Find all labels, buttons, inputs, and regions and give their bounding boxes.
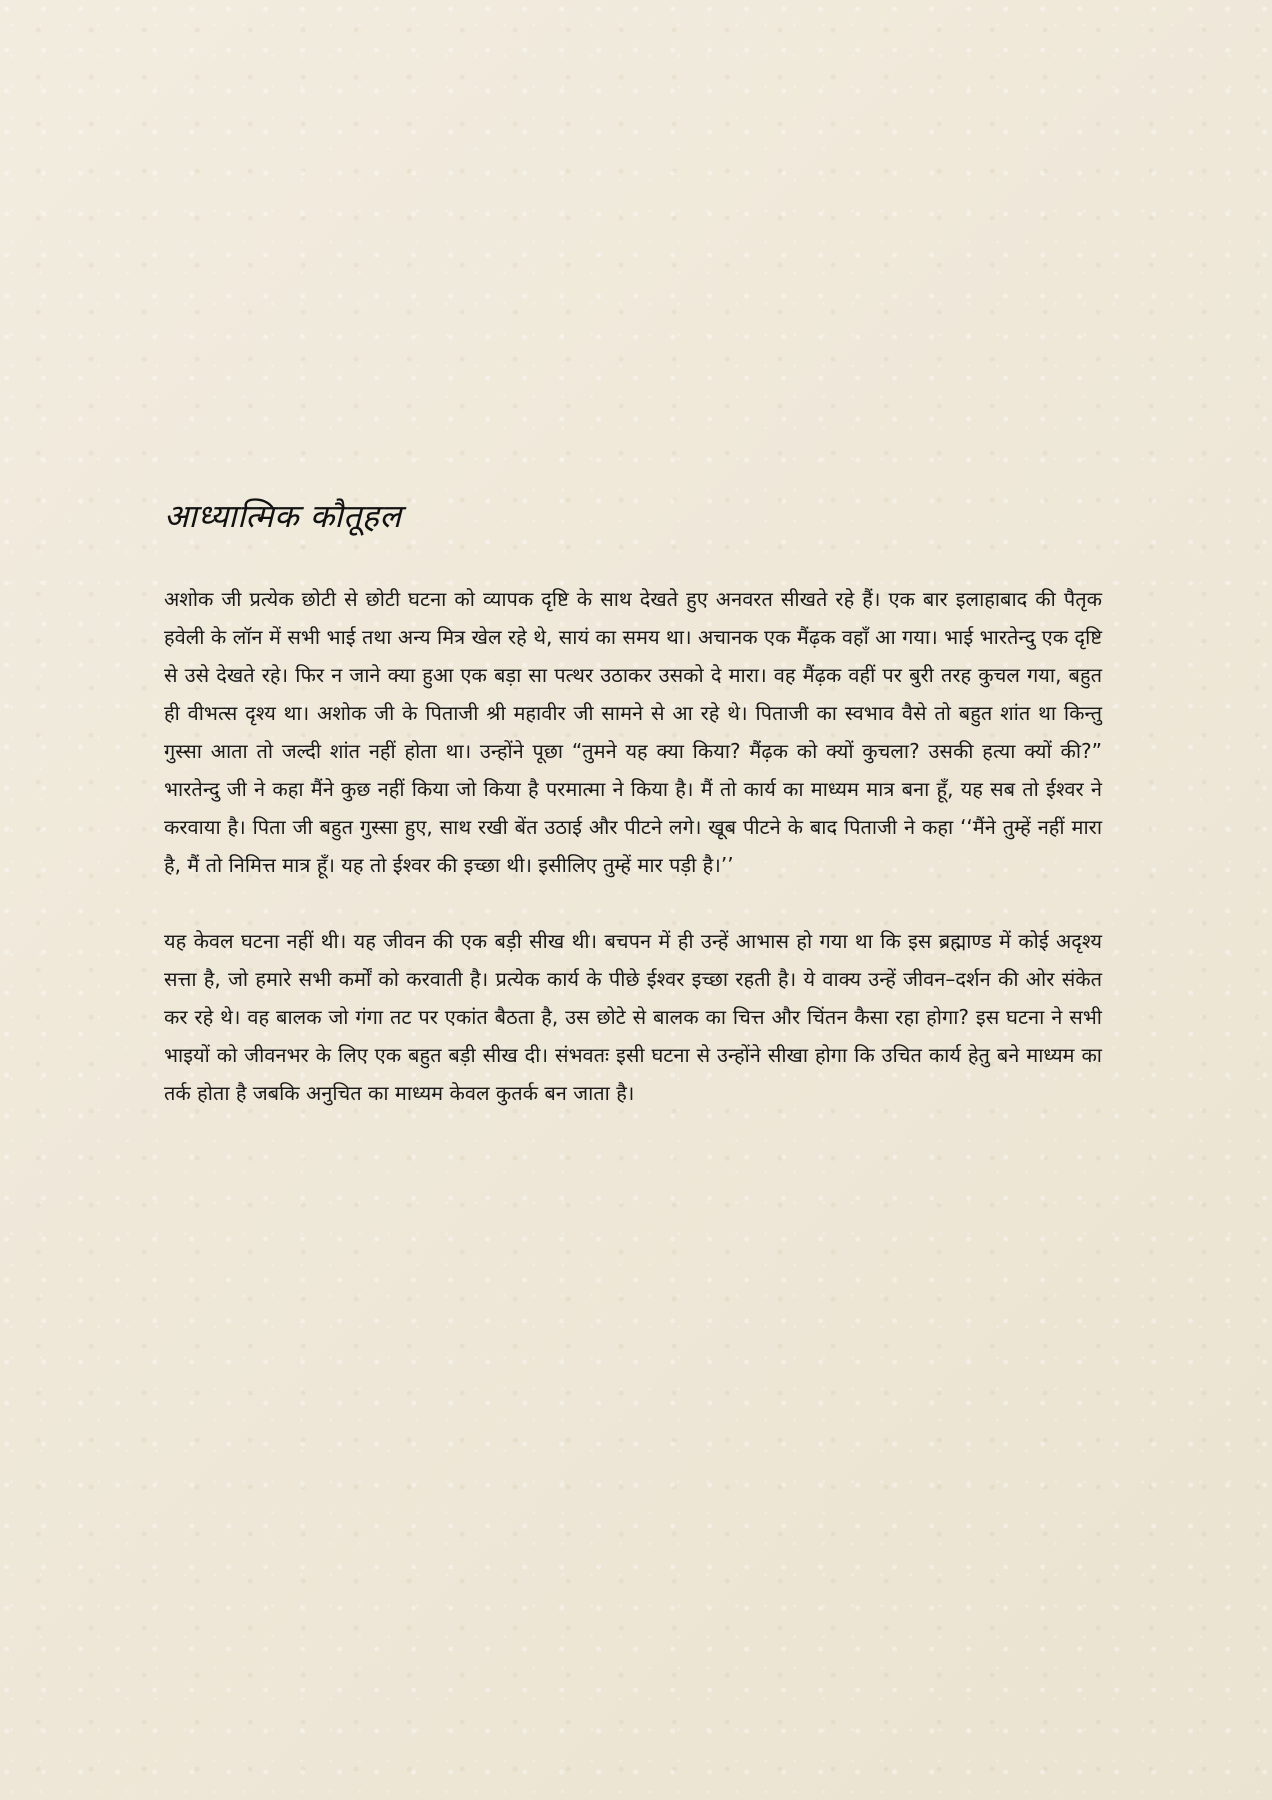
paragraph-1: अशोक जी प्रत्येक छोटी से छोटी घटना को व्यापक दृष्टि के साथ देखते हुए अनवरत सीखते रहे हैं। एक बार इलाहाबाद की पैतृक हवेली के लॉन में सभी भाई तथा अन्य मित्र खेल रहे थे, सायं का समय था। अचानक एक मैंढ़क वहाँ आ गया। भाई भारतेन्दु एक दृष्टि से उसे देखते रहे। फिर न जाने क्या हुआ एक बड़ा सा पत्थर उठाकर उसको दे मारा। वह मैंढ़क वहीं पर बुरी तरह कुचल गया, बहुत ही वीभत्स दृश्य था। अशोक जी के पिताजी श्री महावीर जी सामने से आ रहे थे। पिताजी का स्वभाव वैसे तो बहुत शांत था किन्तु गुस्सा आता तो जल्दी शांत नहीं होता था। उन्होंने पूछा “तुमने यह क्या किया? मैंढ़क को क्यों कुचला? उसकी हत्या क्यों की?” भारतेन्दु जी ने कहा मैंने कुछ नहीं किया जो किया है परमात्मा ने किया है। मैं तो कार्य का माध्यम मात्र बना हूँ, यह सब तो ईश्वर ने करवाया है। पिता जी बहुत गुस्सा हुए, साथ रखी बेंत उठाई और पीटने लगे। खूब पीटने के बाद पिताजी ने कहा ‘‘मैंने तुम्हें नहीं मारा है, मैं तो निमित्त मात्र हूँ। यह तो ईश्वर की इच्छा थी। इसीलिए तुम्हें मार पड़ी है।’’ [164,587,1102,877]
section-title: आध्यात्मिक कौतूहल [164,497,402,535]
paragraph-2: यह केवल घटना नहीं थी। यह जीवन की एक बड़ी सीख थी। बचपन में ही उन्हें आभास हो गया था कि इस ब्रह्माण्ड में कोई अदृश्य सत्ता है, जो हमारे सभी कर्मों को करवाती है। प्रत्येक कार्य के पीछे ईश्वर इच्छा रहती है। ये वाक्य उन्हें जीवन–दर्शन की ओर संकेत कर रहे थे। वह बालक जो गंगा तट पर एकांत बैठता है, उस छोटे से बालक का चित्त और चिंतन कैसा रहा होगा? इस घटना ने सभी भाइयों को जीवनभर के लिए एक बहुत बड़ी सीख दी। संभवतः इसी घटना से उन्होंने सीखा होगा कि उचित कार्य हेतु बने माध्यम का तर्क होता है जबकि अनुचित का माध्यम केवल कुतर्क बन जाता है। [164,929,1102,1105]
body-text [164,580,1102,1112]
